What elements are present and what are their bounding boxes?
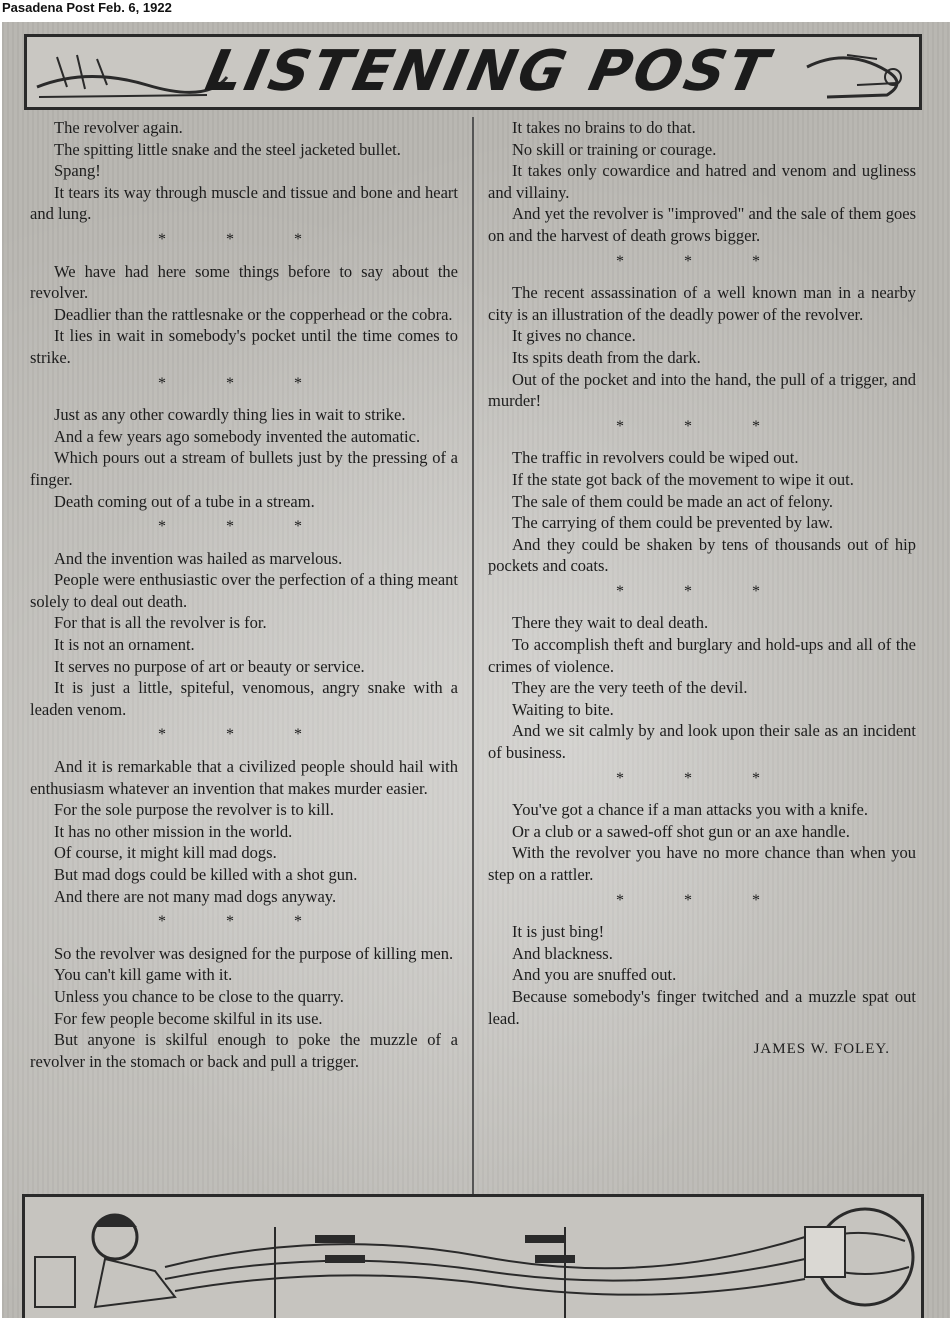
- section-separator: * * *: [616, 891, 788, 909]
- paragraph: The recent assassination of a well known man in a nearby city is an illustration of the deadly power of the revolver.: [488, 283, 916, 324]
- paragraph: It takes no brains to do that.: [512, 118, 696, 137]
- paragraph: And a few years ago somebody invented the automatic.: [54, 426, 421, 446]
- paragraph: If the state got back of the movement to wipe it out.: [512, 469, 854, 489]
- paragraph: And they could be shaken by tens of thousands out of hip pockets and coats.: [488, 534, 916, 576]
- paragraph: Out of the pocket and into the hand, the pull of a trigger, and murder!: [488, 369, 916, 411]
- paragraph: Which pours out a stream of bullets just by the pressing of a finger.: [30, 448, 458, 489]
- section-separator: * * *: [158, 230, 330, 248]
- paragraph: And there are not many mad dogs anyway.: [54, 886, 337, 906]
- paragraph: It is just a little, spiteful, venomous, angry snake with a leaden venom.: [30, 678, 458, 719]
- paragraph: Waiting to bite.: [512, 699, 614, 719]
- newspaper-clipping: [2, 22, 950, 1318]
- section-separator: * * *: [616, 769, 788, 787]
- paragraph: We have had here some things before to say about the revolver.: [30, 261, 458, 303]
- paragraph: Its spits death from the dark.: [512, 347, 701, 367]
- paragraph: Just as any other cowardly thing lies in wait to strike.: [54, 405, 406, 425]
- paragraph: Of course, it might kill mad dogs.: [54, 843, 277, 863]
- column-divider: [472, 117, 474, 1197]
- paragraph: The traffic in revolvers could be wiped out.: [512, 448, 799, 468]
- paragraph: It takes only cowardice and hatred and venom and ugliness and villainy.: [488, 161, 916, 202]
- paragraph: No skill or training or courage.: [512, 139, 717, 159]
- cartoon-illustration-icon: [25, 1197, 921, 1318]
- paragraph: There they wait to deal death.: [512, 613, 709, 633]
- paragraph: And we sit calmly by and look upon their sale as an incident of business.: [488, 721, 916, 763]
- paragraph: It is not an ornament.: [54, 635, 195, 655]
- paragraph: For the sole purpose the revolver is to kill.: [54, 800, 334, 820]
- paragraph: For few people become skilful in its use.: [54, 1008, 323, 1028]
- right-column: [488, 117, 916, 1061]
- section-separator: * * *: [158, 726, 330, 744]
- paragraph: With the revolver you have no more chance than when you step on a rattler.: [488, 843, 916, 884]
- paragraph: It lies in wait in somebody's pocket until the time comes to strike.: [30, 326, 458, 367]
- masthead: [24, 34, 922, 110]
- masthead-title: LISTENING POST: [200, 39, 777, 104]
- section-separator: * * *: [616, 417, 788, 435]
- paragraph: The revolver again.: [54, 118, 183, 137]
- author-signature: JAMES W. FOLEY.: [753, 1041, 890, 1058]
- paragraph: It is just bing!: [512, 922, 605, 942]
- paragraph: Unless you chance to be close to the quarry.: [54, 986, 344, 1006]
- paragraph: People were enthusiastic over the perfection of a thing meant solely to deal out death.: [30, 570, 458, 611]
- paragraph: It has no other mission in the world.: [54, 821, 293, 841]
- paragraph: And you are snuffed out.: [512, 965, 677, 985]
- paragraph: And it is remarkable that a civilized people should hail with enthusiasm whatever an invention that makes murder easier.: [30, 757, 458, 798]
- paragraph: The sale of them could be made an act of felony.: [512, 491, 834, 511]
- archive-caption: Pasadena Post Feb. 6, 1922: [2, 0, 172, 15]
- paragraph: They are the very teeth of the devil.: [512, 678, 748, 698]
- paragraph: And blackness.: [512, 943, 613, 963]
- paragraph: Or a club or a sawed-off shot gun or an axe handle.: [512, 821, 850, 841]
- paragraph: It tears its way through muscle and tissue and bone and heart and lung.: [30, 182, 458, 224]
- section-separator: * * *: [158, 913, 330, 931]
- paragraph: You can't kill game with it.: [54, 965, 233, 985]
- paragraph: Death coming out of a tube in a stream.: [54, 491, 315, 511]
- paragraph: It serves no purpose of art or beauty or service.: [54, 656, 365, 676]
- section-separator: * * *: [616, 582, 788, 600]
- paragraph: And yet the revolver is "improved" and the sale of them goes on and the harvest of death grows bigger.: [488, 204, 916, 245]
- paragraph: So the revolver was designed for the purpose of killing men.: [54, 943, 454, 963]
- section-separator: * * *: [616, 252, 788, 270]
- paragraph: Because somebody's finger twitched and a muzzle spat out lead.: [488, 986, 916, 1028]
- section-separator: * * *: [158, 374, 330, 392]
- left-column: [30, 117, 458, 1072]
- cartoon-panel: [22, 1194, 924, 1318]
- paragraph: You've got a chance if a man attacks you with a knife.: [512, 800, 868, 820]
- paragraph: But anyone is skilful enough to poke the muzzle of a revolver in the stomach or back and pull a trigger.: [30, 1030, 458, 1071]
- paragraph: But mad dogs could be killed with a shot gun.: [54, 865, 358, 884]
- paragraph: The spitting little snake and the steel jacketed bullet.: [54, 139, 401, 159]
- paragraph: Deadlier than the rattlesnake or the copperhead or the cobra.: [54, 304, 453, 324]
- section-separator: * * *: [158, 518, 330, 536]
- paragraph: It gives no chance.: [512, 326, 636, 346]
- paragraph: And the invention was hailed as marvelous.: [54, 548, 343, 568]
- paragraph: Spang!: [54, 161, 101, 181]
- paragraph: To accomplish theft and burglary and hold-ups and all of the crimes of violence.: [488, 635, 916, 676]
- paragraph: The carrying of them could be prevented by law.: [512, 513, 834, 533]
- paragraph: For that is all the revolver is for.: [54, 613, 267, 633]
